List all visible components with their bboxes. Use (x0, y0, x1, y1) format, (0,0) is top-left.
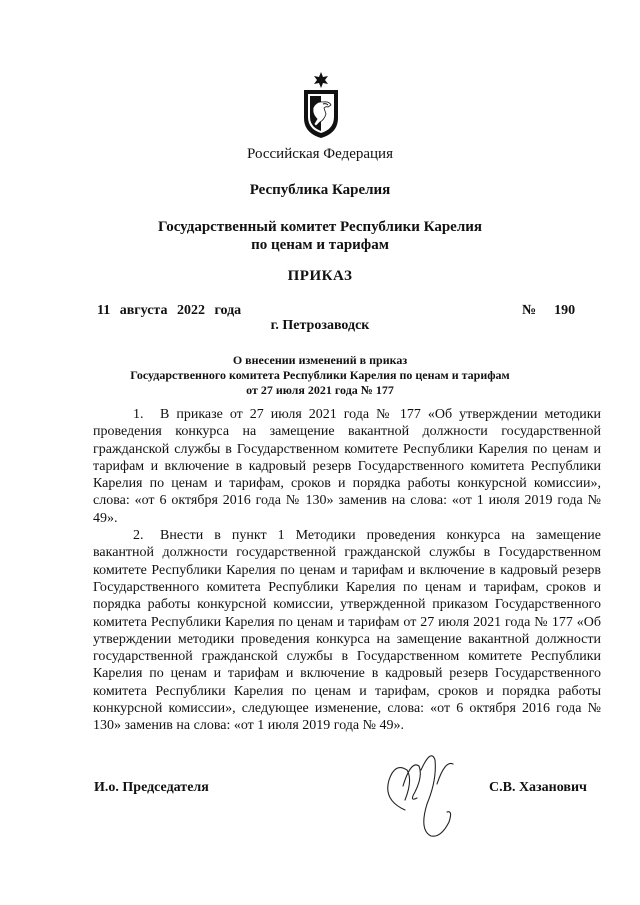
order-body (93, 406, 601, 735)
republic-name: Республика Карелия (249, 182, 391, 198)
paragraph-text: В приказе от 27 июля 2021 года № 177 «Об утверждении методики проведения конкурса на замещение вакантной должности государственной гражданской службы в Государственном комитете Республики Карелия по ценам и тарифам и включение в кадровый резерв Государственного комитета Республики Карелия по ценам и тарифам, сроков и порядка работы конкурсной комиссии», слова: «от 6 октября 2016 года № 130» заменив на слова: «от 1 июля 2019 года № 49». (93, 407, 601, 526)
subject-line-2: Государственного комитета Республики Карелия по ценам и тарифам (130, 368, 510, 382)
date-suffix: года (214, 303, 242, 318)
date-month: августа (119, 303, 168, 318)
committee-name (0, 218, 640, 254)
subject-line-3: от 27 июля 2021 года № 177 (246, 383, 394, 397)
paragraph-number: 1. (133, 407, 144, 422)
city-name: г. Петрозаводск (270, 318, 370, 333)
order-date (97, 303, 241, 319)
paragraph-1 (93, 406, 601, 527)
date-day: 11 (97, 303, 111, 318)
paragraph-text: Внести в пункт 1 Методики проведения конкурса на замещение вакантной должности государственной гражданской службы в Государственном комитете Республики Карелия по ценам и тарифам и включение в кадровый резерв Государственного комитета Республики Карелия по ценам и тарифам, сроков и порядка работы конкурсной комиссии, утвержденной приказом Государственного комитета Республики Карелия по ценам и тарифам от 27 июля 2021 года № 177 «Об утверждении методики проведения конкурса на замещение вакантной должности государственной гражданской службы в Государственном комитете Республики Карелия по ценам и тарифам и включение в кадровый резерв Государственного комитета Республики Карелия по ценам и тарифам, сроков и порядка работы конкурсной комиссии», следующее изменение, слова: «от 6 октября 2016 года № 130» заменив на слова: «от 1 июля 2019 года № 49». (93, 528, 601, 734)
number-sign: № (522, 303, 537, 318)
date-year: 2022 (176, 303, 205, 318)
karelia-coat-of-arms-icon (300, 70, 342, 140)
paragraph-2 (93, 527, 601, 735)
committee-line-2: по ценам и тарифам (251, 237, 389, 253)
federation-name: Российская Федерация (247, 146, 393, 162)
committee-line-1: Государственный комитет Республики Карелия (158, 219, 482, 235)
subject-line-1: О внесении изменений в приказ (232, 353, 408, 367)
order-subject (0, 353, 640, 398)
handwritten-signature (375, 740, 485, 840)
signatory-position: И.о. Председателя (94, 780, 209, 795)
paragraph-number: 2. (133, 528, 144, 544)
order-number (522, 303, 575, 319)
signatory-name: С.В. Хазанович (489, 780, 587, 795)
number-value: 190 (554, 303, 576, 318)
order-title: ПРИКАЗ (287, 268, 353, 284)
